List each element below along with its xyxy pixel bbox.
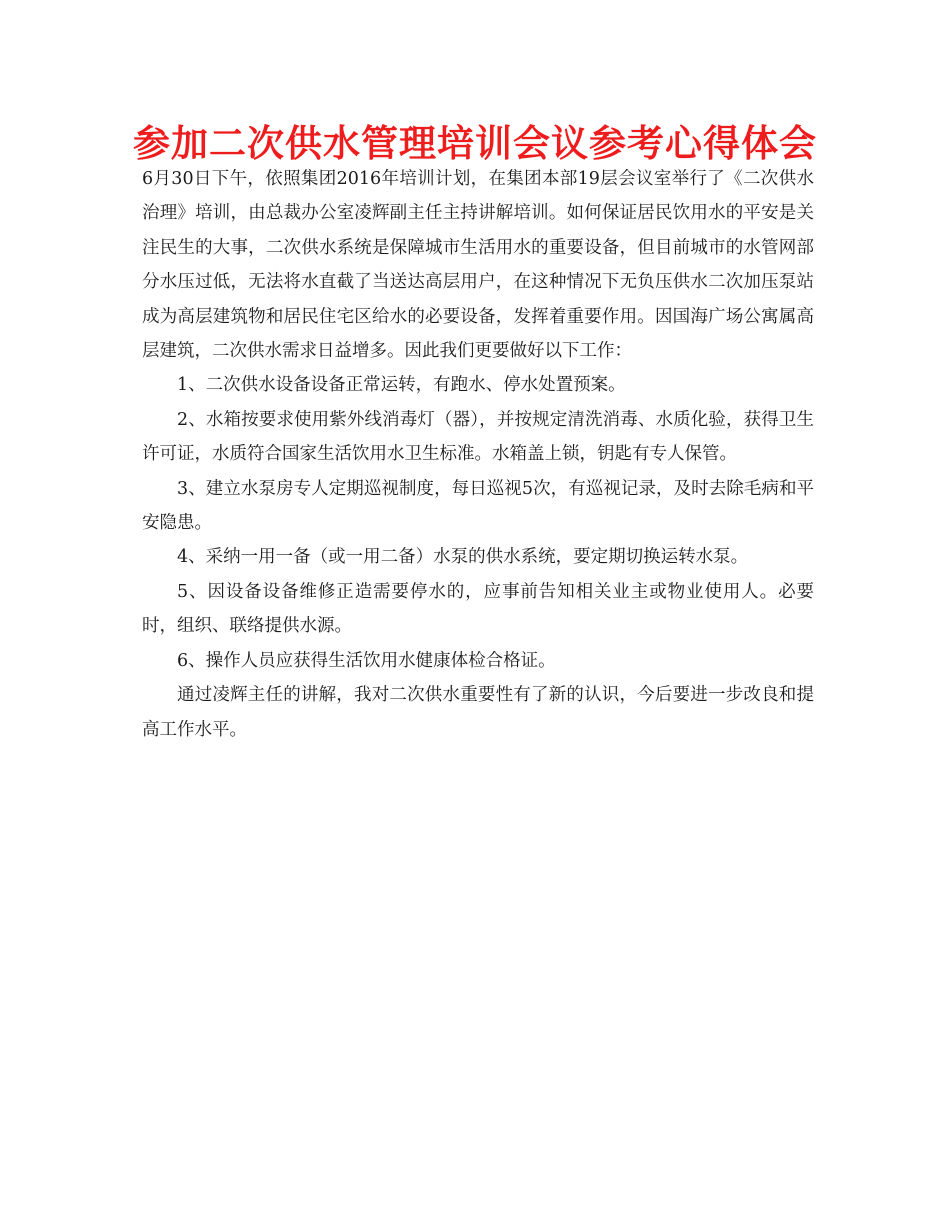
document-title: 参加二次供水管理培训会议参考心得体会: [133, 122, 817, 165]
intro-paragraph: 6月30日下午，依照集团2016年培训计划，在集团本部19层会议室举行了《二次供水治理》培训，由总裁办公室凌辉副主任主持讲解培训。如何保证居民饮用水的平安是关注民生的大事，二次供水系统是保障城市生活用水的重要设备，但目前城市的水管网部分水压过低，无法将水直截了当送达高层用户，在这种情况下无负压供水二次加压泵站成为高层建筑物和居民住宅区给水的必要设备，发挥着重要作用。因国海广场公寓属高层建筑，二次供水需求日益增多。因此我们更要做好以下工作：: [142, 169, 814, 362]
list-item-6: 6、操作人员应获得生活饮用水健康体检合格证。: [177, 650, 556, 671]
list-item-3: 3、建立水泵房专人定期巡视制度，每日巡视5次，有巡视记录，及时去除毛病和平安隐患。: [142, 478, 814, 534]
list-item-4: 4、采纳一用一备（或一用二备）水泵的供水系统，要定期切换运转水泵。: [177, 547, 749, 568]
list-item-2: 2、水箱按要求使用紫外线消毒灯（器），并按规定清洗消毒、水质化验，获得卫生许可证，水质符合国家生活饮用水卫生标准。水箱盖上锁，钥匙有专人保管。: [142, 409, 814, 465]
closing-paragraph: 通过凌辉主任的讲解，我对二次供水重要性有了新的认识，今后要进一步改良和提高工作水平。: [142, 685, 814, 740]
list-item-5: 5、因设备设备维修正造需要停水的，应事前告知相关业主或物业使用人。必要时，组织、联络提供水源。: [142, 581, 814, 637]
document-body: [142, 162, 814, 747]
list-item-1: 1、二次供水设备设备正常运转，有跑水、停水处置预案。: [177, 375, 626, 396]
